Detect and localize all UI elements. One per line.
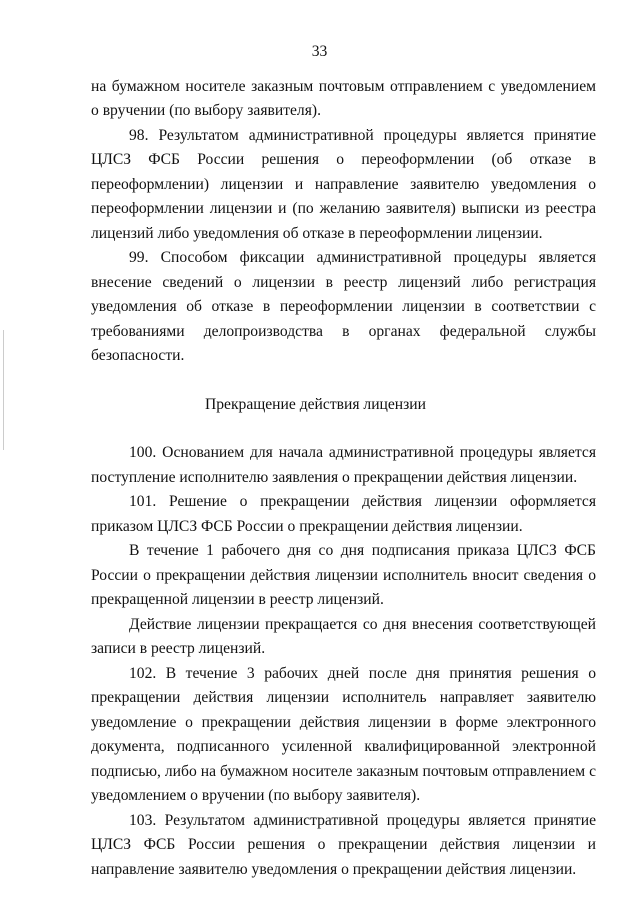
paragraph-101: 101. Решение о прекращении действия лицензии оформляется приказом ЦЛСЗ ФСБ России о прекращении действия лицензии. [91, 493, 596, 535]
paragraph-continuation: на бумажном носителе заказным почтовым отправлением с уведомлением о вручении (по выбору заявителя). [91, 77, 596, 119]
paragraphs-before-heading [91, 75, 596, 369]
paragraph-101-effect: Действие лицензии прекращается со дня внесения соответствующей записи в реестр лицензий. [91, 615, 596, 657]
paragraph-101-term: В течение 1 рабочего дня со дня подписания приказа ЦЛСЗ ФСБ России о прекращении действия лицензии исполнитель вносит сведения о прекращенной лицензии в реестр лицензий. [91, 542, 596, 608]
page-number: 33 [311, 43, 328, 60]
paragraph-99: 99. Способом фиксации административной процедуры является внесение сведений о лицензии в реестр лицензий либо регистрация уведомления об отказе в переоформлении лицензии в соответствии с требованиями делопроизводства в органах федеральной службы безопасности. [91, 249, 596, 364]
section-heading: Прекращение действия лицензии [204, 395, 426, 413]
paragraph-103: 103. Результатом административной процедуры является принятие ЦЛСЗ ФСБ России решения о прекращении действия лицензии и направление заявителю уведомления о прекращении действия лицензии. [91, 811, 596, 878]
paragraph-98: 98. Результатом административной процедуры является принятие ЦЛСЗ ФСБ России решения о переоформлении (об отказе в переоформлении) лицензии и направление заявителю уведомления о переоформлении лицензии и (по желанию заявителя) выписки из реестра лицензий либо уведомления об отказе в переоформлении лицензии. [91, 126, 596, 242]
paragraphs-after-heading [91, 441, 596, 882]
paragraph-100: 100. Основанием для начала административной процедуры является поступление исполнителю заявления о прекращении действия лицензии. [91, 444, 596, 486]
paragraph-102: 102. В течение 3 рабочих дней после дня принятия решения о прекращении действия лицензии исполнитель направляет заявителю уведомление о прекращении действия лицензии в форме электронного документа, подписанного усиленной квалифицированной электронной подписью, либо на бумажном носителе заказным почтовым отправлением с уведомлением о вручении (по выбору заявителя). [91, 664, 596, 804]
scan-edge-mark [3, 330, 4, 450]
